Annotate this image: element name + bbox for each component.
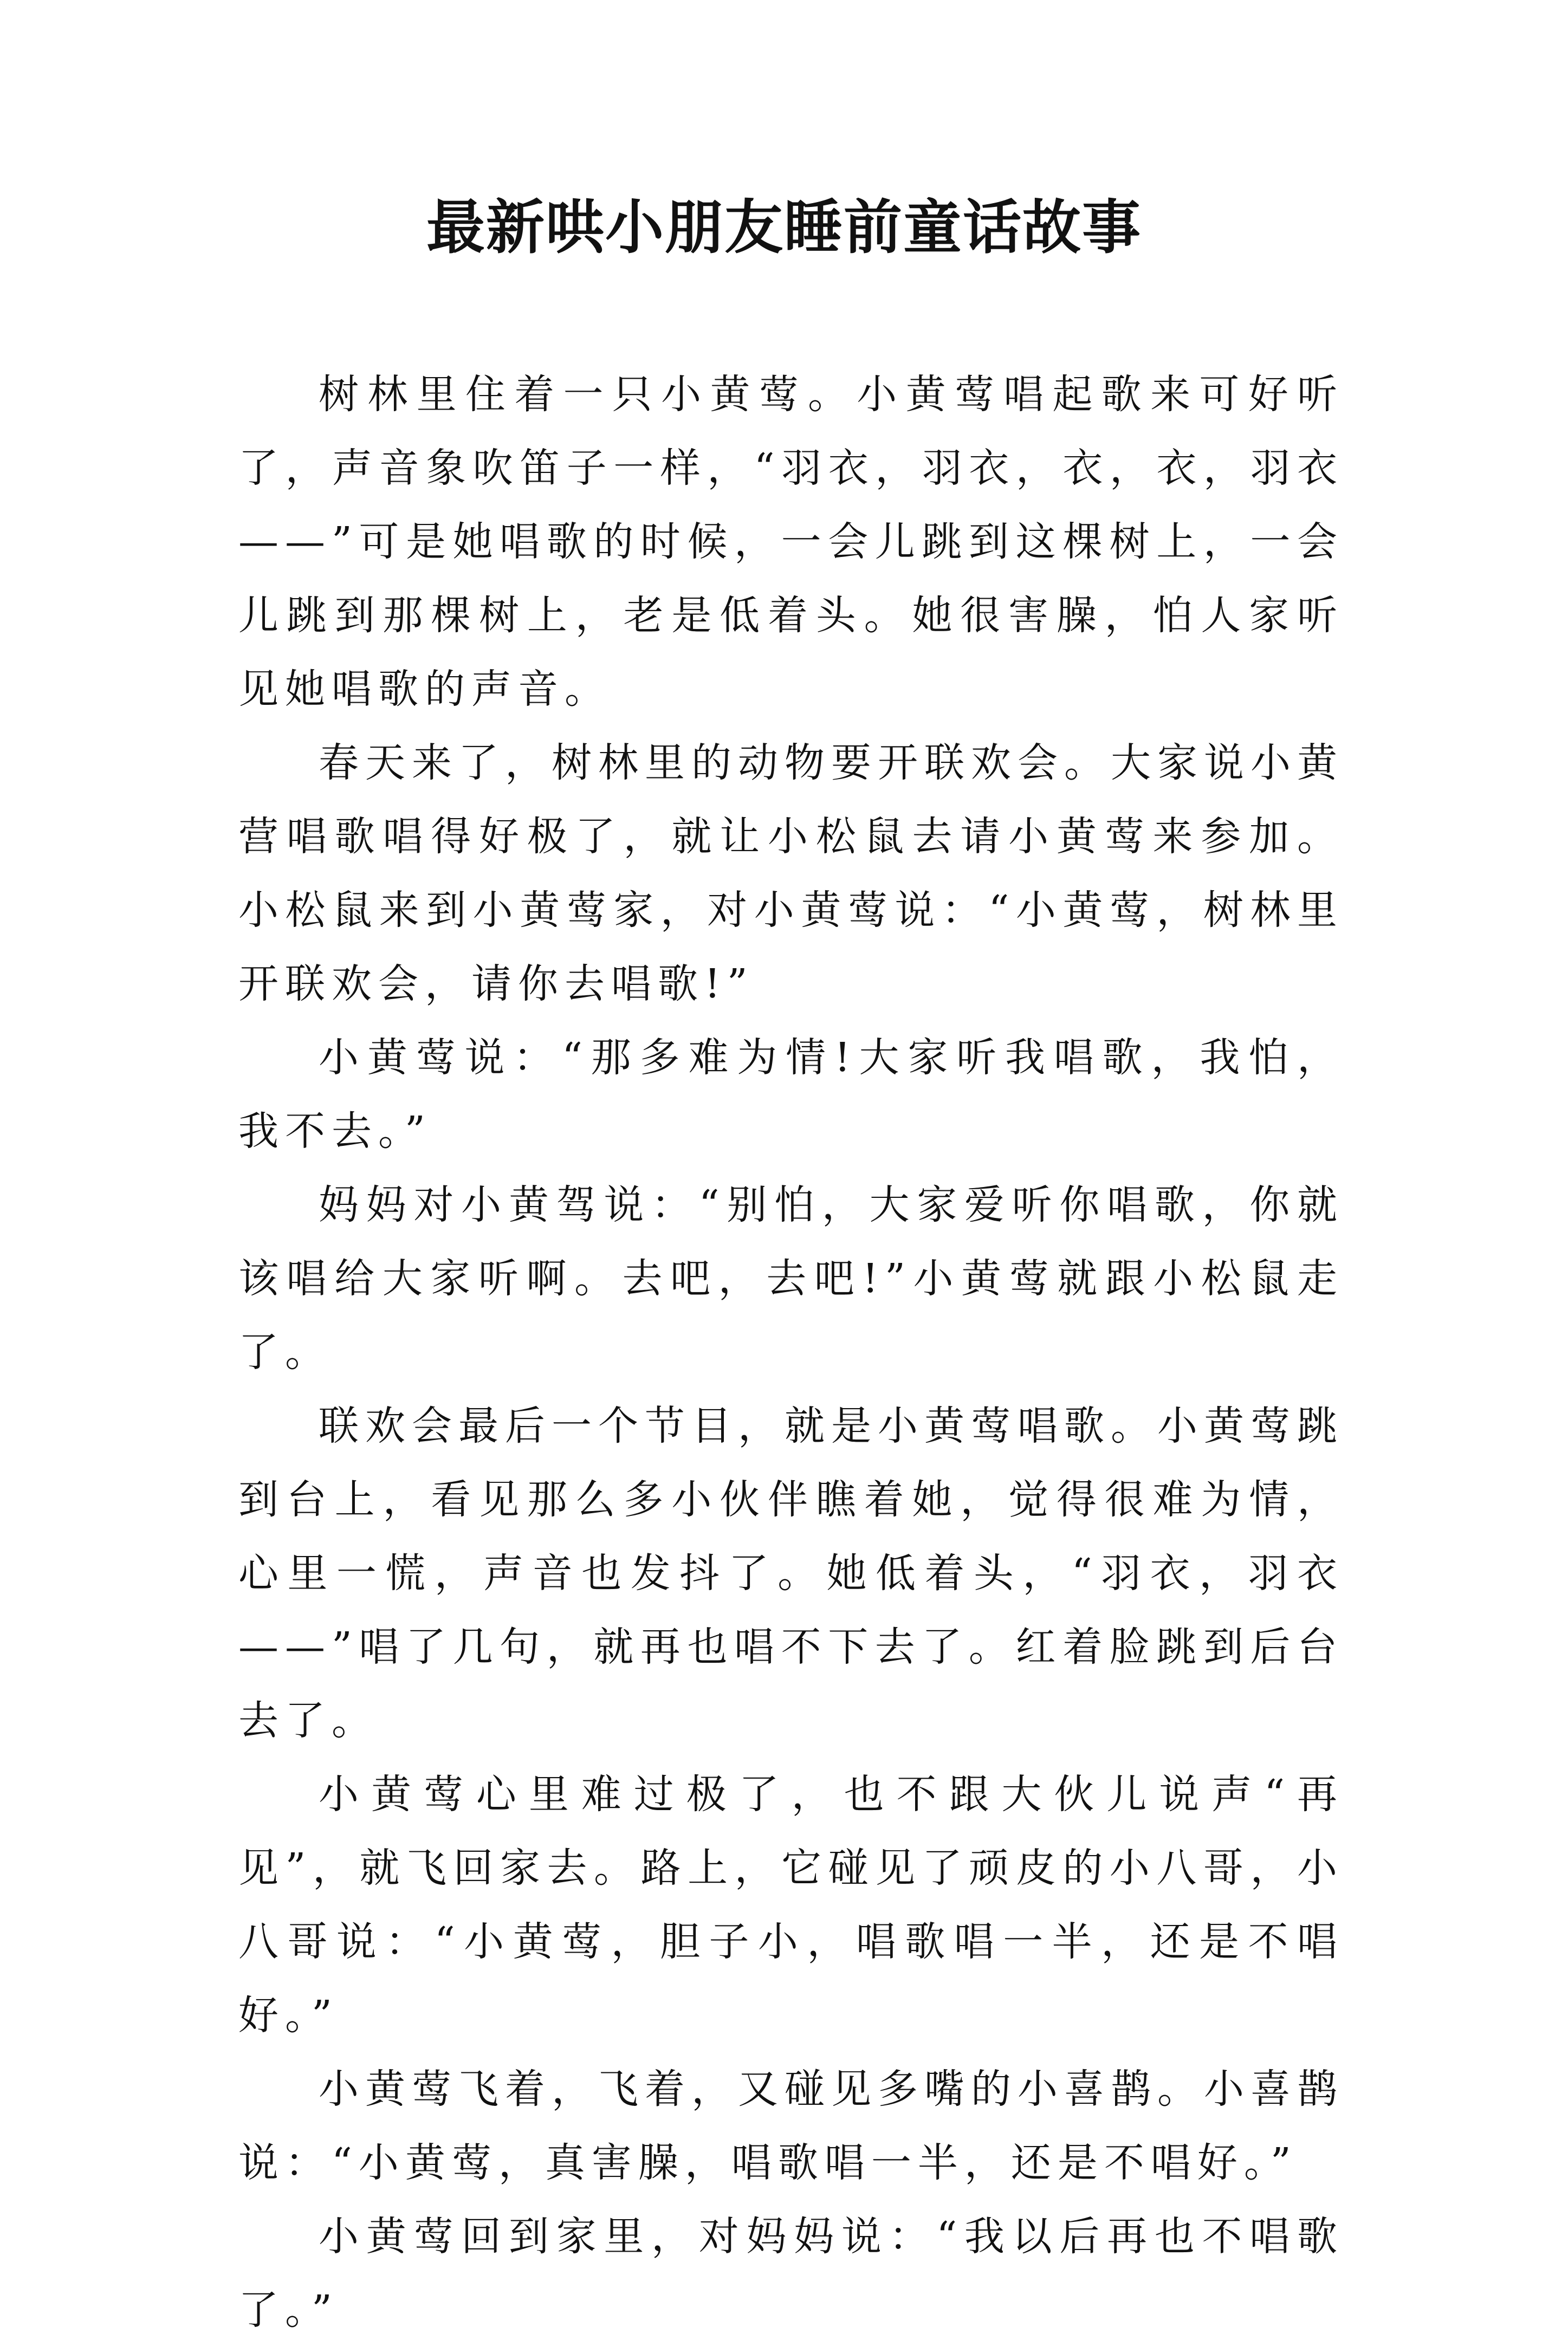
- story-paragraph: 小黄莺心里难过极了，也不跟大伙儿说声“再见”，就飞回家去。路上，它碰见了顽皮的小八哥，小八哥说：“小黄莺，胆子小，唱歌唱一半，还是不唱好。”: [238, 1771, 1344, 2039]
- story-paragraph: 树林里住着一只小黄莺。小黄莺唱起歌来可好听了，声音象吹笛子一样，“羽衣，羽衣，衣，衣，羽衣——”可是她唱歌的时候，一会儿跳到这棵树上，一会儿跳到那棵树上，老是低着头。她很害臊，怕人家听见她唱歌的声音。: [238, 371, 1344, 712]
- story-paragraph: 小黄莺回到家里，对妈妈说：“我以后再也不唱歌了。”: [238, 2213, 1344, 2333]
- document-title: 最新哄小朋友睡前童话故事: [426, 193, 1142, 262]
- story-paragraph: 妈妈对小黄驾说：“别怕，大家爱听你唱歌，你就该唱给大家听啊。去吧，去吧!”小黄莺就跟小松鼠走了。: [238, 1182, 1344, 1376]
- story-body: [238, 358, 1344, 2347]
- story-paragraph: 小黄莺飞着，飞着，又碰见多嘴的小喜鹊。小喜鹊说：“小黄莺，真害臊，唱歌唱一半，还是不唱好。”: [238, 2066, 1344, 2186]
- story-paragraph: 春天来了，树林里的动物要开联欢会。大家说小黄营唱歌唱得好极了，就让小松鼠去请小黄莺来参加。小松鼠来到小黄莺家，对小黄莺说：“小黄莺，树林里开联欢会，请你去唱歌!”: [238, 740, 1344, 1007]
- story-paragraph: 联欢会最后一个节目，就是小黄莺唱歌。小黄莺跳到台上，看见那么多小伙伴瞧着她，觉得很难为情，心里一慌，声音也发抖了。她低着头，“羽衣，羽衣——”唱了几句，就再也唱不下去了。红着脸跳到后台去了。: [238, 1403, 1344, 1744]
- story-paragraph: 小黄莺说：“那多难为情!大家听我唱歌，我怕，我不去。”: [238, 1034, 1344, 1155]
